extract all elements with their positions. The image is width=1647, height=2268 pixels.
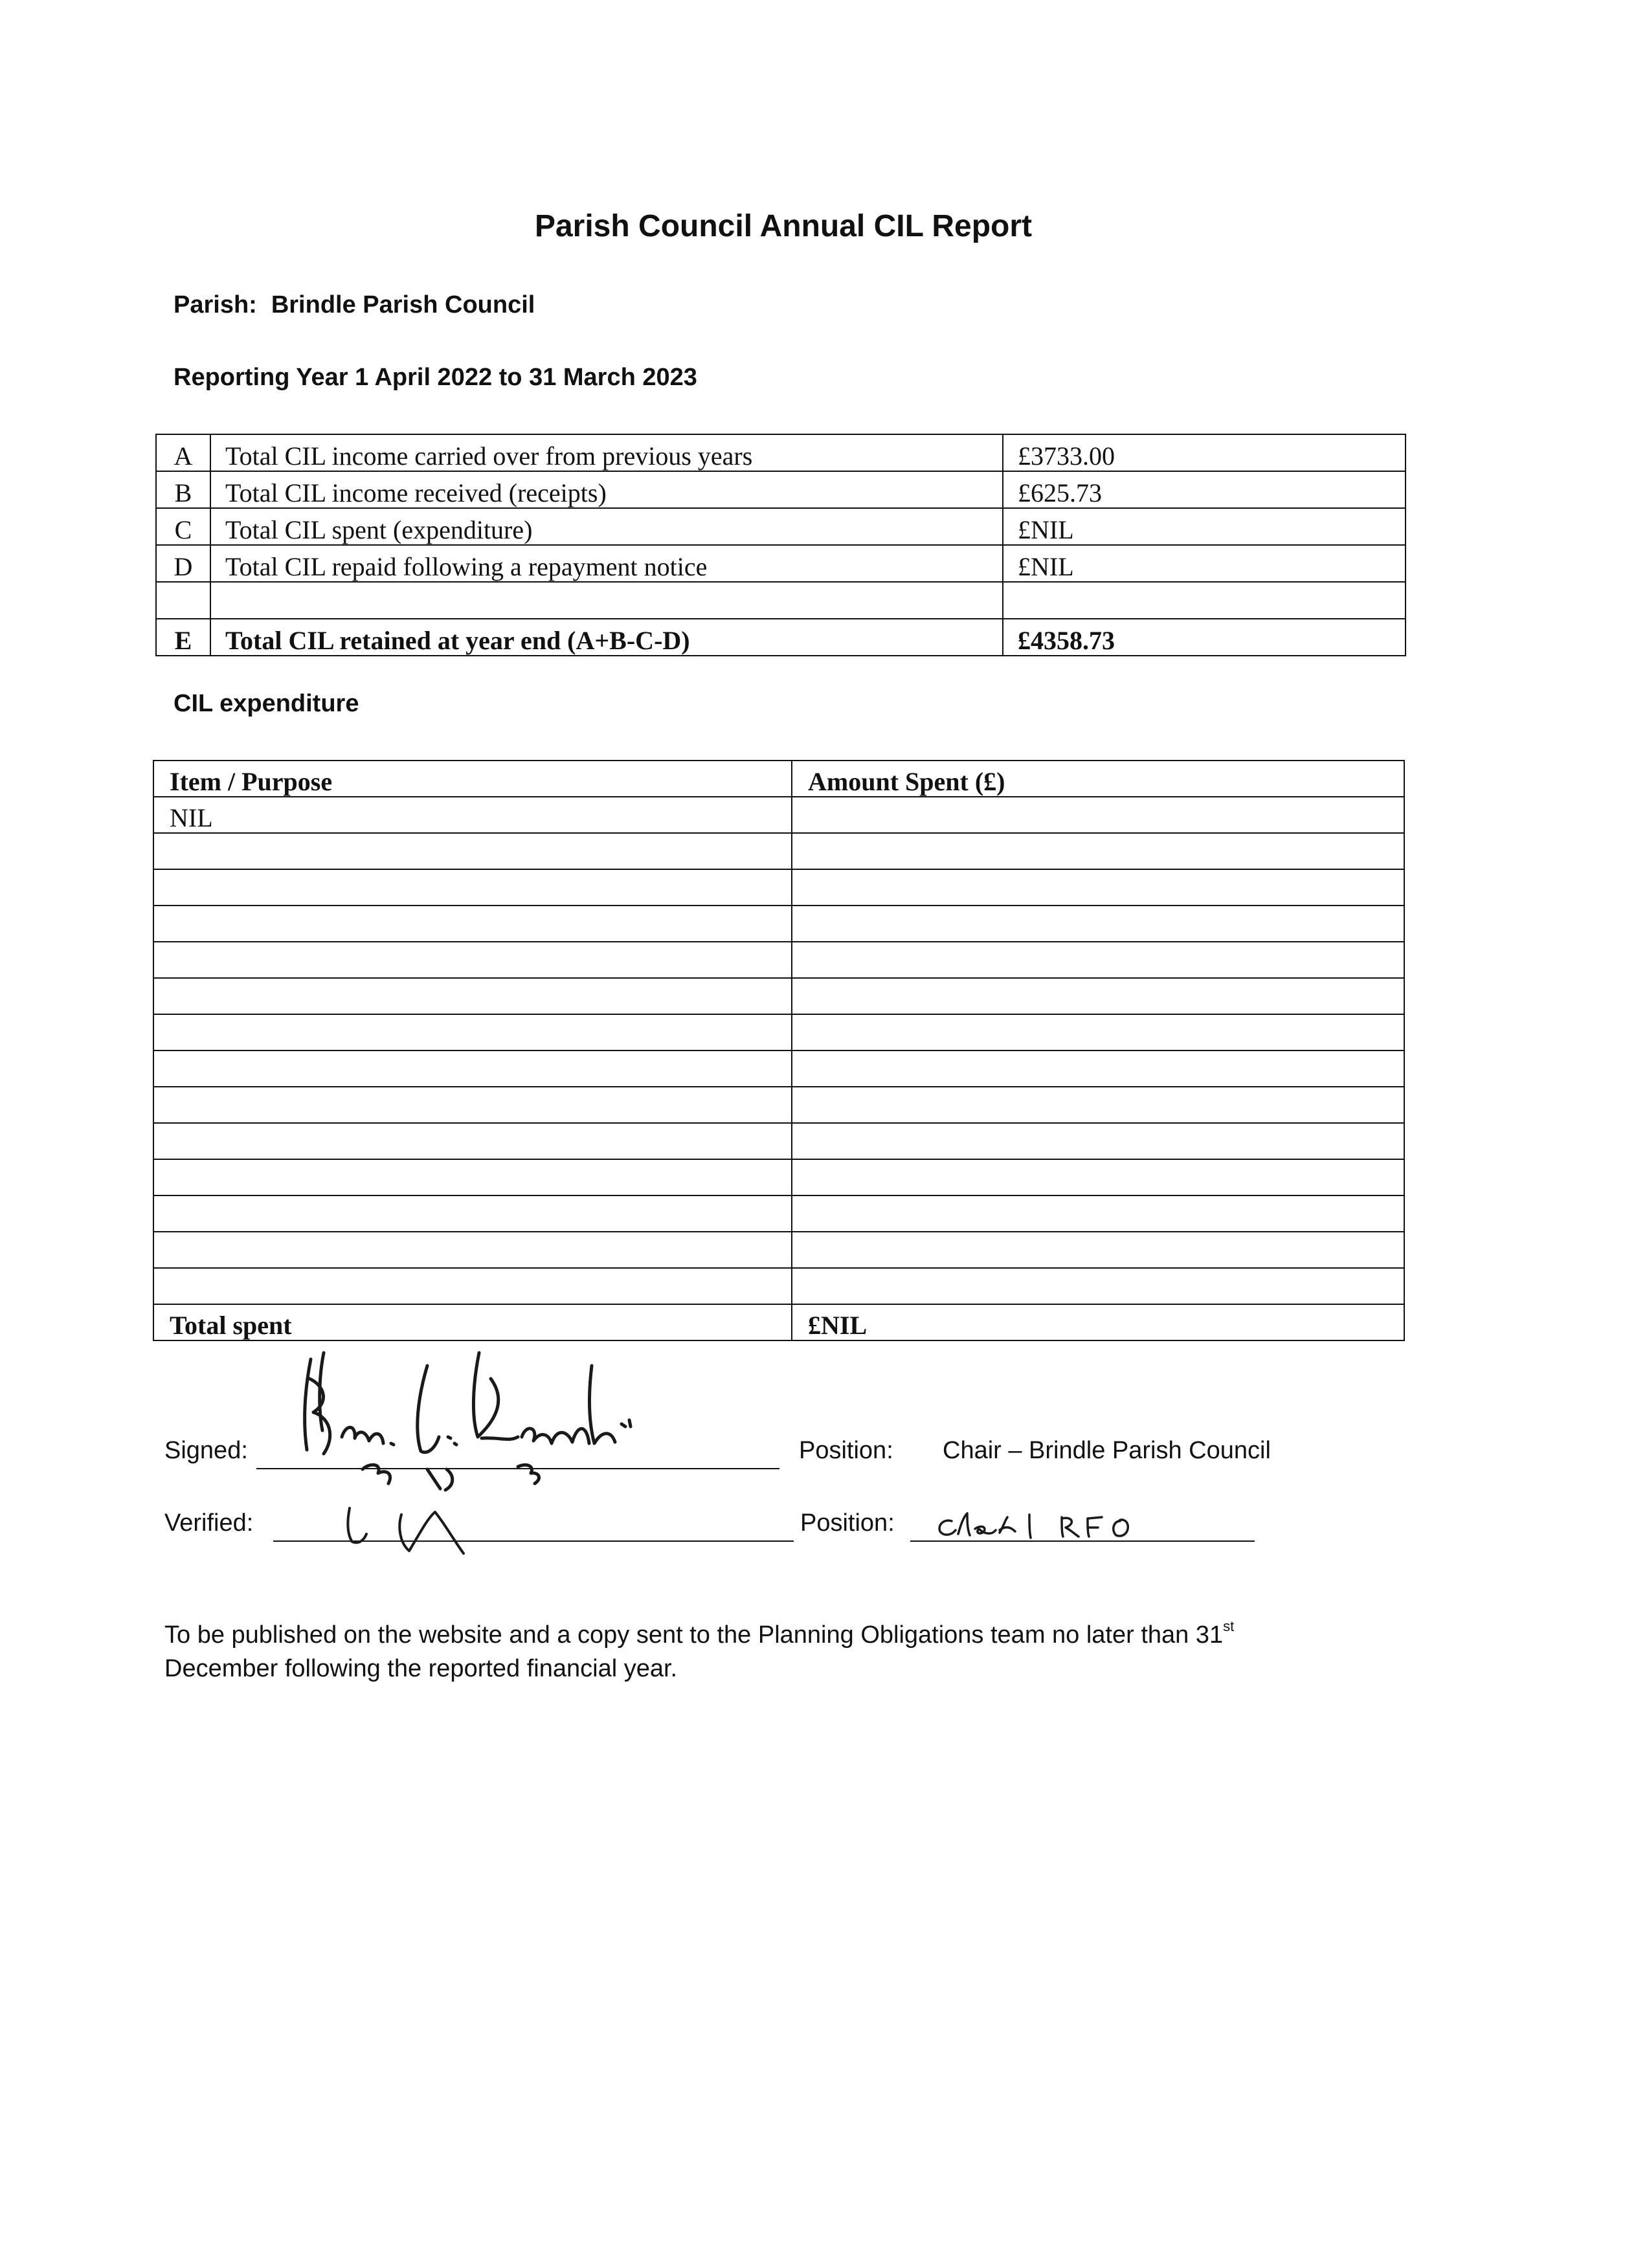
expenditure-row: [153, 1014, 1404, 1051]
expenditure-item: [153, 1195, 792, 1232]
parish-value: Brindle Parish Council: [271, 291, 535, 318]
cil-summary-table: [155, 434, 1406, 656]
expenditure-item: [153, 1268, 792, 1304]
expenditure-item: [153, 1159, 792, 1195]
row-description: Total CIL income received (receipts): [210, 471, 1003, 508]
row-amount: £3733.00: [1003, 434, 1406, 471]
verified-label: Verified:: [164, 1509, 254, 1537]
expenditure-row: [153, 1268, 1404, 1304]
row-letter: C: [156, 508, 210, 545]
page-title: Parish Council Annual CIL Report: [534, 209, 1033, 243]
expenditure-amount: [792, 1268, 1404, 1304]
verifier-signature: [330, 1489, 537, 1566]
parish-label: Parish:: [174, 291, 257, 318]
position-label-1: Position:: [799, 1437, 893, 1464]
expenditure-item: [153, 869, 792, 906]
row-amount: [1003, 582, 1406, 619]
expenditure-item: [153, 1014, 792, 1051]
row-letter: B: [156, 471, 210, 508]
signed-label: Signed:: [164, 1437, 248, 1464]
row-letter: A: [156, 434, 210, 471]
item-purpose-header: Item / Purpose: [153, 761, 792, 797]
expenditure-item: [153, 1232, 792, 1268]
expenditure-amount: [792, 1195, 1404, 1232]
row-description: [210, 582, 1003, 619]
expenditure-row: [153, 1195, 1404, 1232]
footer-line-2: December following the reported financial year.: [164, 1655, 678, 1682]
expenditure-amount: [792, 1087, 1404, 1123]
row-amount: £4358.73: [1003, 619, 1406, 656]
expenditure-row: [153, 978, 1404, 1014]
footer-note: [164, 1618, 1395, 1685]
expenditure-amount: [792, 797, 1404, 833]
expenditure-amount: [792, 1123, 1404, 1159]
row-amount: £NIL: [1003, 508, 1406, 545]
position-value-2-handwritten: [932, 1502, 1204, 1547]
expenditure-item: [153, 942, 792, 978]
expenditure-item: [153, 1123, 792, 1159]
expenditure-item: [153, 1087, 792, 1123]
row-description: Total CIL income carried over from previous years: [210, 434, 1003, 471]
row-description: Total CIL retained at year end (A+B-C-D): [210, 619, 1003, 656]
expenditure-row: [153, 833, 1404, 869]
chair-signature: [285, 1340, 699, 1508]
expenditure-amount: [792, 906, 1404, 942]
expenditure-row: [153, 942, 1404, 978]
expenditure-heading: CIL expenditure: [174, 690, 359, 717]
summary-row-total: [156, 619, 1406, 656]
expenditure-row: [153, 1123, 1404, 1159]
row-amount: £625.73: [1003, 471, 1406, 508]
footer-superscript: st: [1223, 1618, 1235, 1634]
expenditure-amount: [792, 942, 1404, 978]
row-letter: [156, 582, 210, 619]
position-value-1: Chair – Brindle Parish Council: [943, 1437, 1271, 1464]
summary-row: [156, 434, 1406, 471]
row-description: Total CIL repaid following a repayment notice: [210, 545, 1003, 582]
expenditure-row: [153, 1232, 1404, 1268]
expenditure-amount: [792, 1014, 1404, 1051]
total-spent-label: Total spent: [153, 1304, 792, 1340]
expenditure-row: [153, 1051, 1404, 1087]
footer-line-1: To be published on the website and a copy sent to the Planning Obligations team no later than 31: [164, 1621, 1224, 1649]
cil-expenditure-table: [153, 760, 1405, 1341]
parish-line: [174, 291, 535, 319]
expenditure-item: [153, 833, 792, 869]
amount-spent-header: Amount Spent (£): [792, 761, 1404, 797]
expenditure-item: [153, 906, 792, 942]
expenditure-total-row: [153, 1304, 1404, 1340]
row-amount: £NIL: [1003, 545, 1406, 582]
expenditure-amount: [792, 1159, 1404, 1195]
summary-row: [156, 471, 1406, 508]
expenditure-amount: [792, 833, 1404, 869]
summary-row: [156, 545, 1406, 582]
expenditure-row: [153, 906, 1404, 942]
expenditure-row: [153, 797, 1404, 833]
expenditure-row: [153, 869, 1404, 906]
expenditure-row: [153, 1087, 1404, 1123]
expenditure-amount: [792, 869, 1404, 906]
row-letter: D: [156, 545, 210, 582]
expenditure-row: [153, 1159, 1404, 1195]
position-label-2: Position:: [800, 1509, 895, 1537]
summary-row: [156, 508, 1406, 545]
expenditure-item: [153, 1051, 792, 1087]
row-letter: E: [156, 619, 210, 656]
expenditure-item: NIL: [153, 797, 792, 833]
row-description: Total CIL spent (expenditure): [210, 508, 1003, 545]
expenditure-item: [153, 978, 792, 1014]
expenditure-header-row: [153, 761, 1404, 797]
expenditure-amount: [792, 1051, 1404, 1087]
expenditure-amount: [792, 978, 1404, 1014]
total-spent-value: £NIL: [792, 1304, 1404, 1340]
reporting-year: Reporting Year 1 April 2022 to 31 March 2023: [174, 364, 697, 391]
summary-row-empty: [156, 582, 1406, 619]
expenditure-amount: [792, 1232, 1404, 1268]
